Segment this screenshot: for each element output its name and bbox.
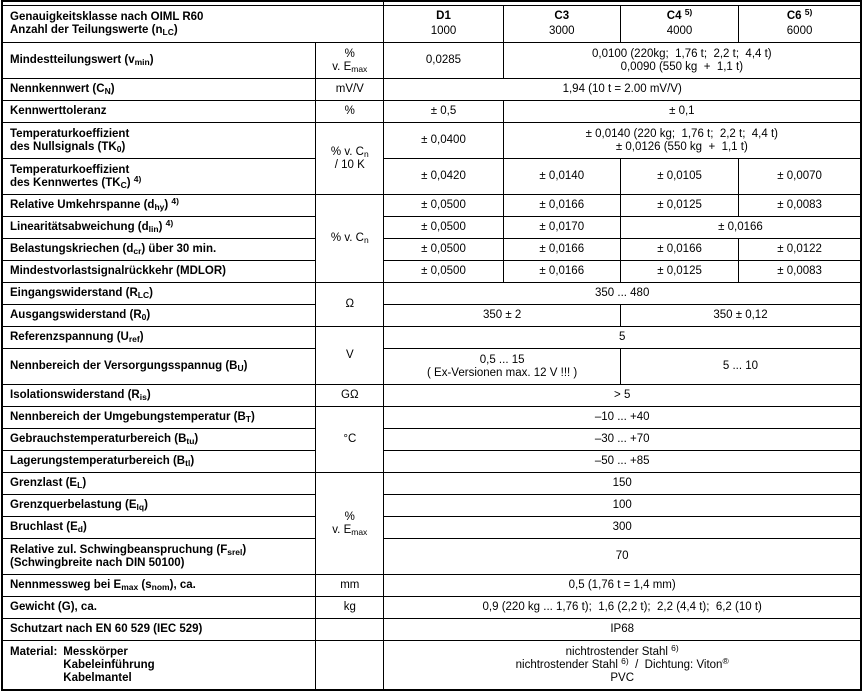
row-belastungskriechen xyxy=(2,239,861,261)
class-name: D1 xyxy=(436,10,451,22)
label-cell: Mindestvorlastsignalrückkehr (MDLOR) xyxy=(2,261,316,283)
unit-cell xyxy=(316,641,384,691)
row-lagerungstemperatur xyxy=(2,451,861,473)
value-all: 100 xyxy=(384,495,861,517)
value-d1: ± 0,0500 xyxy=(384,239,503,261)
label-cell: Belastungskriechen $(d_{cr})$ über 30 min. xyxy=(2,239,316,261)
class-count: 6000 xyxy=(786,25,813,37)
column-header-c6 xyxy=(739,6,861,43)
row-grenzlast xyxy=(2,473,861,495)
value-c3-c6: ± 0,1 xyxy=(503,101,861,123)
unit-cell: V xyxy=(316,327,384,385)
label-cell: Temperaturkoeffizient des Nullsignals $(TK_0)$ xyxy=(2,123,316,159)
row-linearitaet xyxy=(2,217,861,239)
header-label-cell xyxy=(2,6,384,43)
value-c3-c6: 0,0100 (220kg; 1,76 t; 2,2 t; 4,4 t) 0,0090 (550 kg + 1,1 t) xyxy=(503,43,861,79)
value-d1: ± 0,0400 xyxy=(384,123,503,159)
row-nennmessweg xyxy=(2,575,861,597)
unit-cell: % v. $C_n$ / 10 K xyxy=(316,123,384,195)
row-kennwerttoleranz xyxy=(2,101,861,123)
class-name: C4 $^{5)}$ xyxy=(666,7,693,22)
value-c3: ± 0,0166 xyxy=(503,239,620,261)
row-versorgungsspannung xyxy=(2,349,861,385)
unit-cell: mm xyxy=(316,575,384,597)
row-eingangswiderstand xyxy=(2,283,861,305)
material-label xyxy=(10,646,311,685)
row-mdlor xyxy=(2,261,861,283)
value-c4-c6: 5 ... 10 xyxy=(620,349,861,385)
class-count: 3000 xyxy=(548,25,575,37)
unit-cell: % v. $E_{max}$ xyxy=(316,43,384,79)
value-c4-c6: ± 0,0166 xyxy=(620,217,861,239)
value-d1: ± 0,5 xyxy=(384,101,503,123)
label-cell: Schutzart nach EN 60 529 (IEC 529) xyxy=(2,619,316,641)
value-all: nichtrostender Stahl $^{6)}$ nichtrostender Stahl $^{6)}$ / Dichtung: Viton® PVC xyxy=(384,641,861,691)
row-schwingbeanspruchung xyxy=(2,539,861,575)
unit-cell: mV/V xyxy=(316,79,384,101)
value-all: –50 ... +85 xyxy=(384,451,861,473)
value-c6: ± 0,0070 xyxy=(739,159,861,195)
unit-cell: % xyxy=(316,101,384,123)
value-all: IP68 xyxy=(384,619,861,641)
unit-cell: GΩ xyxy=(316,385,384,407)
value-d1: ± 0,0500 xyxy=(384,195,503,217)
class-name: C6 $^{5)}$ xyxy=(786,7,813,22)
value-c4: ± 0,0105 xyxy=(620,159,738,195)
label-cell: Ausgangswiderstand $(R_0)$ xyxy=(2,305,316,327)
value-d1: ± 0,0500 xyxy=(384,261,503,283)
value-all: –10 ... +40 xyxy=(384,407,861,429)
class-name: C3 xyxy=(554,10,570,22)
material-item: Messkörper xyxy=(63,645,128,658)
value-c3: ± 0,0166 xyxy=(503,195,620,217)
label-cell: Linearitätsabweichung $(d_{lin})$ $^{4)}$ xyxy=(2,217,316,239)
value-c3: ± 0,0170 xyxy=(503,217,620,239)
value-c3: ± 0,0140 xyxy=(503,159,620,195)
value-d1: ± 0,0500 xyxy=(384,217,503,239)
value-all: 150 xyxy=(384,473,861,495)
value-all: > 5 xyxy=(384,385,861,407)
label-cell: Temperaturkoeffizient des Kennwertes $(TK_C)$ $^{4)}$ xyxy=(2,159,316,195)
unit-cell: % v. $C_n$ xyxy=(316,195,384,283)
material-item: Kabeleinführung xyxy=(63,658,155,671)
row-umgebungstemperatur xyxy=(2,407,861,429)
material-prefix: Material: xyxy=(10,645,58,658)
row-schutzart xyxy=(2,619,861,641)
label-cell: Grenzquerbelastung $(E_{lq})$ xyxy=(2,495,316,517)
unit-cell: % v. $E_{max}$ xyxy=(316,473,384,575)
accuracy-class-label: Genauigkeitsklasse nach OIML R60 xyxy=(10,11,204,23)
value-d1: ± 0,0420 xyxy=(384,159,503,195)
column-header-d1 xyxy=(384,6,503,43)
row-nennkennwert xyxy=(2,79,861,101)
spec-table xyxy=(1,0,862,691)
row-tk-kennwert xyxy=(2,159,861,195)
unit-cell xyxy=(316,619,384,641)
row-tk-nullsignal xyxy=(2,123,861,159)
value-c6: ± 0,0083 xyxy=(739,195,861,217)
label-cell: Kennwerttoleranz xyxy=(2,101,316,123)
row-grenzquerbelastung xyxy=(2,495,861,517)
value-all: 0,5 (1,76 t = 1,4 mm) xyxy=(384,575,861,597)
value-d1: 0,0285 xyxy=(384,43,503,79)
label-cell: Isolationswiderstand $(R_{is})$ xyxy=(2,385,316,407)
row-mindestteilungswert xyxy=(2,43,861,79)
value-c6: ± 0,0083 xyxy=(739,261,861,283)
header-row xyxy=(2,6,861,43)
value-c6: ± 0,0122 xyxy=(739,239,861,261)
value-all: 1,94 (10 t = 2.00 mV/V) xyxy=(384,79,861,101)
row-bruchlast xyxy=(2,517,861,539)
row-isolationswiderstand xyxy=(2,385,861,407)
value-c4: ± 0,0125 xyxy=(620,195,738,217)
label-cell: Mindestteilungswert $(v_{min})$ xyxy=(2,43,316,79)
value-c4: ± 0,0166 xyxy=(620,239,738,261)
label-cell: Relative zul. Schwingbeanspruchung $(F_{srel})$ (Schwingbreite nach DIN 50100) xyxy=(2,539,316,575)
value-c3-c6: ± 0,0140 (220 kg; 1,76 t; 2,2 t; 4,4 t) ± 0,0126 (550 kg + 1,1 t) xyxy=(503,123,861,159)
label-cell: Gebrauchstemperaturbereich $(B_{tu})$ xyxy=(2,429,316,451)
value-all: 350 ... 480 xyxy=(384,283,861,305)
value-d1-c3: 0,5 ... 15 ( Ex-Versionen max. 12 V !!! ) xyxy=(384,349,621,385)
value-all: 0,9 (220 kg ... 1,76 t); 1,6 (2,2 t); 2,2 (4,4 t); 6,2 (10 t) xyxy=(384,597,861,619)
column-header-c4 xyxy=(620,6,738,43)
value-all: 300 xyxy=(384,517,861,539)
class-count: 4000 xyxy=(666,25,693,37)
label-cell: Eingangswiderstand $(R_{LC})$ xyxy=(2,283,316,305)
row-gewicht xyxy=(2,597,861,619)
label-cell: Lagerungstemperaturbereich $(B_{tl})$ xyxy=(2,451,316,473)
row-umkehrspanne xyxy=(2,195,861,217)
value-d1-c3: 350 ± 2 xyxy=(384,305,621,327)
unit-cell: °C xyxy=(316,407,384,473)
label-cell: Nennbereich der Umgebungstemperatur $(B_T)$ xyxy=(2,407,316,429)
row-gebrauchstemperatur xyxy=(2,429,861,451)
column-header-c3 xyxy=(503,6,620,43)
row-ausgangswiderstand xyxy=(2,305,861,327)
value-all: 5 xyxy=(384,327,861,349)
label-cell: Bruchlast $(E_d)$ xyxy=(2,517,316,539)
label-cell: Nennbereich der Versorgungsspannug $(B_U)$ xyxy=(2,349,316,385)
value-all: –30 ... +70 xyxy=(384,429,861,451)
label-cell: Nennmessweg bei $E_{max}$ $(s_{nom})$, ca. xyxy=(2,575,316,597)
label-cell: Nennkennwert $(C_N)$ xyxy=(2,79,316,101)
label-cell: Referenzspannung $(U_{ref})$ xyxy=(2,327,316,349)
material-items xyxy=(63,646,154,685)
division-count-label: Anzahl der Teilungswerte $(n_{LC})$ xyxy=(10,24,178,37)
label-cell: Relative Umkehrspanne $(d_{hy})$ $^{4)}$ xyxy=(2,195,316,217)
class-count: 1000 xyxy=(430,25,457,37)
material-item: Kabelmantel xyxy=(63,671,132,684)
unit-cell: Ω xyxy=(316,283,384,327)
value-c4-c6: 350 ± 0,12 xyxy=(620,305,861,327)
value-c3: ± 0,0166 xyxy=(503,261,620,283)
label-cell: Gewicht (G), ca. xyxy=(2,597,316,619)
row-material xyxy=(2,641,861,691)
label-cell: Grenzlast $(E_L)$ xyxy=(2,473,316,495)
row-referenzspannung xyxy=(2,327,861,349)
value-all: 70 xyxy=(384,539,861,575)
label-cell xyxy=(2,641,316,691)
unit-cell: kg xyxy=(316,597,384,619)
value-c4: ± 0,0125 xyxy=(620,261,738,283)
